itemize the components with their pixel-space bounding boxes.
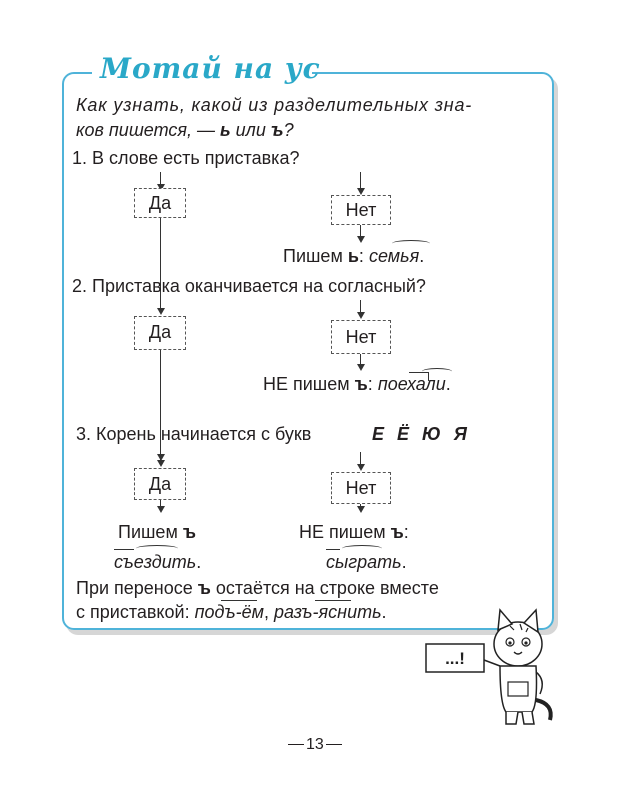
- result-2: НЕ пишем ъ: поехали.: [263, 374, 451, 394]
- yes-box-3: Да: [134, 468, 186, 500]
- yes-box-1: Да: [134, 188, 186, 218]
- result-1: Пишем ь: семья.: [283, 246, 425, 266]
- sign-text: ...!: [445, 649, 465, 668]
- result-3-yes: Пишем ъ: [118, 522, 196, 542]
- yes-box-2: Да: [134, 316, 186, 350]
- cat-illustration: [420, 608, 560, 728]
- note-line-1: При переносе ъ остаётся на строке вместе: [76, 578, 439, 598]
- page-number: 13: [286, 736, 344, 754]
- rule-title: Мотай на ус: [100, 52, 321, 85]
- step-3-question: 3. Корень начинается с букв: [76, 424, 312, 444]
- step-2-question: 2. Приставка оканчивается на согласный?: [72, 276, 426, 296]
- example-3-yes: съездить.: [114, 552, 202, 572]
- result-3-no: НЕ пишем ъ:: [299, 522, 409, 542]
- no-box-3: Нет: [331, 472, 391, 504]
- note-line-2: с приставкой: подъ-ём, разъ-яснить.: [76, 602, 387, 622]
- question-line-2: ков пишется, — ь или ъ?: [76, 120, 294, 140]
- example-3-no: сыграть.: [326, 552, 407, 572]
- question-line-1: Как узнать, какой из разделительных зна-: [76, 95, 473, 115]
- step-3-letters: Е Ё Ю Я: [372, 424, 471, 444]
- no-box-1: Нет: [331, 195, 391, 225]
- no-box-2: Нет: [331, 320, 391, 354]
- step-1-question: 1. В слове есть приставка?: [72, 148, 300, 168]
